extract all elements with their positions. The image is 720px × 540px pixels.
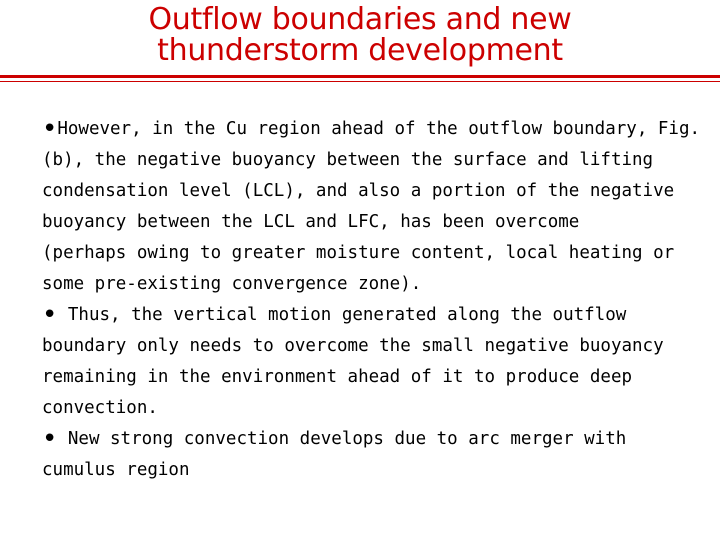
divider-thick-line [0,75,720,78]
slide-body [42,114,712,486]
paragraph-1-line-6: some pre-existing convergence zone). [42,274,422,294]
title-word-outflow: Outflow [148,2,263,37]
paragraph-3-line-2: cumulus region [42,460,190,480]
title-line-2: thunderstorm development [157,33,563,68]
paragraph-1-line-3: condensation level (LCL), and also a portion of the negative [42,181,675,201]
paragraph-1-line-2: (b), the negative buoyancy between the surface and lifting [42,150,654,170]
paragraph-2-line-4: convection. [42,398,158,418]
text-line: However, in the Cu region ahead of the outflow boundary, Fig. [57,119,701,139]
bullet-icon: • [42,300,58,330]
title-line-1 [0,4,720,35]
bullet-icon: • [42,424,58,454]
paragraph-1-line-5: (perhaps owing to greater moisture content, local heating or [42,243,675,263]
paragraph-2-line-3: remaining in the environment ahead of it to produce deep [42,367,633,387]
paragraph-1-line-1 [42,114,712,145]
title-rest: boundaries and new [262,2,572,37]
bullet-icon: • [42,114,58,144]
paragraph-2-line-2: boundary only needs to overcome the small negative buoyancy [42,336,664,356]
text-line: New strong convection develops due to arc merger with [57,429,627,449]
text-line: Thus, the vertical motion generated along the outflow [57,305,627,325]
slide-title [0,4,720,66]
paragraph-3-line-1 [42,424,712,455]
divider-thin-line [0,81,720,82]
paragraph-1-line-4: buoyancy between the LCL and LFC, has been overcome [42,212,580,232]
paragraph-2-line-1 [42,300,712,331]
